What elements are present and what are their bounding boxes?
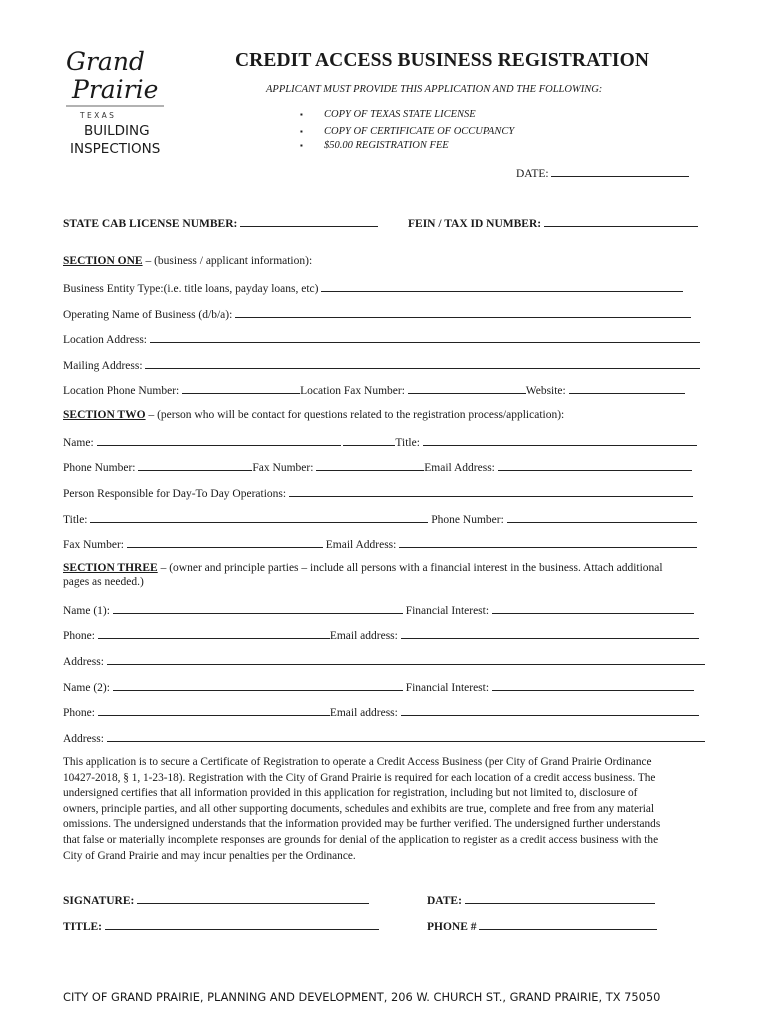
bullet-icon: ▪ xyxy=(300,141,303,150)
owner2-phone-label: Phone: xyxy=(63,707,95,719)
owner1-financial-label: Financial Interest: xyxy=(405,605,490,617)
grand-prairie-logo-graphic xyxy=(62,46,186,158)
contact-name-field-extra[interactable] xyxy=(343,435,395,446)
responsible-person-field[interactable] xyxy=(289,486,693,497)
signature-label: SIGNATURE: xyxy=(63,895,135,907)
contact-email-field[interactable] xyxy=(498,460,692,471)
owner2-address-label: Address: xyxy=(63,733,104,745)
signature-field[interactable] xyxy=(137,893,369,904)
owner2-email-field[interactable] xyxy=(401,705,699,716)
responsible-person-row xyxy=(63,486,693,498)
contact-name-row xyxy=(63,435,697,447)
signature-date-field[interactable] xyxy=(465,893,655,904)
owner1-phone-label: Phone: xyxy=(63,630,95,642)
contact-name-label: Name: xyxy=(63,437,94,449)
entity-type-field[interactable] xyxy=(321,281,683,292)
cab-license-label: STATE CAB LICENSE NUMBER xyxy=(63,218,234,230)
page-title: CREDIT ACCESS BUSINESS REGISTRATION xyxy=(235,50,650,71)
owner1-email-field[interactable] xyxy=(401,628,699,639)
owner2-email-label: Email address: xyxy=(329,707,398,719)
owner2-address-row xyxy=(63,731,705,743)
location-address-row xyxy=(63,332,700,344)
logo-line-grand: Grand xyxy=(66,47,145,76)
signature-phone-row xyxy=(427,919,657,931)
grand-prairie-logo xyxy=(62,46,186,158)
contact-email-label: Email Address: xyxy=(424,462,495,474)
logo-state: T E X A S xyxy=(80,111,114,120)
website-field[interactable] xyxy=(569,383,685,394)
owner1-address-field[interactable] xyxy=(107,654,705,665)
requirement-item xyxy=(300,126,514,137)
date-field[interactable] xyxy=(551,166,689,177)
contact-name-field[interactable] xyxy=(97,435,341,446)
section-one-desc: – (business / applicant information): xyxy=(142,255,313,267)
certification-line: that false or materially incomplete responses are grounds for denial of the application to register as a credit access business with the xyxy=(63,833,659,846)
owner1-financial-field[interactable] xyxy=(492,603,694,614)
requirement-item xyxy=(300,109,476,120)
mailing-address-field[interactable] xyxy=(145,358,700,369)
mailing-address-label: Mailing Address: xyxy=(63,360,143,372)
contact-fax-label: Fax Number: xyxy=(252,462,314,474)
responsible-title-row xyxy=(63,512,697,524)
responsible-person-label: Person Responsible for Day-To Day Operations: xyxy=(63,488,287,500)
certification-line: This application is to secure a Certificate of Registration to operate a Credit Access Business (per City of Grand Prairie Ordinance xyxy=(63,756,652,768)
fein-label: FEIN / TAX ID NUMBER xyxy=(408,218,538,230)
certification-line: undersigned certifies that all information provided in this application for registration, including but not limited to, disclosure of xyxy=(63,787,638,800)
owner2-phone-row xyxy=(63,705,699,717)
location-fax-field[interactable] xyxy=(408,383,526,394)
owner1-address-label: Address: xyxy=(63,656,104,668)
section-three-heading xyxy=(63,562,663,574)
owner1-email-label: Email address: xyxy=(329,630,398,642)
owner2-name-label: Name (2): xyxy=(63,682,110,694)
certification-paragraph xyxy=(63,755,713,864)
entity-type-row xyxy=(63,281,683,293)
location-phone-label: Location Phone Number: xyxy=(63,385,180,397)
location-address-field[interactable] xyxy=(150,332,700,343)
location-contact-row xyxy=(63,383,685,395)
requirement-text: COPY OF CERTIFICATE OF OCCUPANCY xyxy=(324,126,515,137)
responsible-title-field[interactable] xyxy=(90,512,428,523)
owner1-phone-row xyxy=(63,628,699,640)
operating-name-row xyxy=(63,307,691,319)
responsible-phone-label: Phone Number: xyxy=(431,514,504,526)
owner2-financial-field[interactable] xyxy=(492,680,694,691)
section-three-desc: – (owner and principle parties – include all persons with a financial interest in the business. Attach additional xyxy=(157,562,663,574)
website-label: Website: xyxy=(525,385,566,397)
fein-row: FEIN / TAX ID NUMBER: xyxy=(408,216,698,228)
owner2-name-row xyxy=(63,680,694,692)
certification-line: owners, principle parties, and all other supporting documents, schedules and exhibits are true, complete and free from any material xyxy=(63,802,655,815)
owner2-name-field[interactable] xyxy=(113,680,403,691)
owner2-financial-label: Financial Interest: xyxy=(405,682,490,694)
signature-row xyxy=(63,893,369,905)
bullet-icon: ▪ xyxy=(300,110,303,119)
footer-address: CITY OF GRAND PRAIRIE, PLANNING AND DEVELOPMENT, 206 W. CHURCH ST., GRAND PRAIRIE, TX 75050 xyxy=(63,990,661,1004)
owner1-phone-field[interactable] xyxy=(98,628,330,639)
owner1-name-label: Name (1): xyxy=(63,605,110,617)
mailing-address-row xyxy=(63,358,700,370)
signature-title-row xyxy=(63,919,379,931)
cab-license-field[interactable] xyxy=(240,216,378,227)
section-three-desc-cont: pages as needed.) xyxy=(63,576,144,588)
responsible-fax-row xyxy=(63,537,697,549)
location-phone-field[interactable] xyxy=(182,383,300,394)
location-fax-label: Location Fax Number: xyxy=(300,385,405,397)
requirement-item xyxy=(300,140,449,151)
fein-field[interactable] xyxy=(544,216,698,227)
requirement-text: $50.00 REGISTRATION FEE xyxy=(324,140,449,151)
contact-phone-row xyxy=(63,460,692,472)
contact-phone-field[interactable] xyxy=(138,460,252,471)
section-one-title: SECTION ONE xyxy=(63,255,143,267)
contact-title-field[interactable] xyxy=(423,435,697,446)
bullet-icon: ▪ xyxy=(300,127,303,136)
owner1-name-field[interactable] xyxy=(113,603,403,614)
cab-license-row: STATE CAB LICENSE NUMBER: xyxy=(63,216,378,228)
section-three-title: SECTION THREE xyxy=(63,562,158,574)
requirement-text: COPY OF TEXAS STATE LICENSE xyxy=(324,109,476,120)
certification-line: omissions. The undersigned understands that the information provided may be further verified. The undersigned further understands xyxy=(63,818,661,831)
owner1-name-row xyxy=(63,603,694,615)
responsible-fax-label: Fax Number: xyxy=(63,539,125,551)
signature-date-label: DATE: xyxy=(427,895,462,907)
entity-type-label: Business Entity Type:(i.e. title loans, payday loans, etc) xyxy=(63,283,319,295)
logo-dept-building: BUILDING xyxy=(84,123,150,139)
responsible-email-label: Email Address: xyxy=(325,539,397,551)
contact-fax-field[interactable] xyxy=(316,460,424,471)
section-two-desc: – (person who will be contact for questions related to the registration process/application): xyxy=(145,409,565,421)
date-row xyxy=(516,166,689,178)
signature-title-field[interactable] xyxy=(105,919,379,930)
signature-phone-field[interactable] xyxy=(479,919,657,930)
section-one-heading xyxy=(63,255,312,267)
owner2-phone-field[interactable] xyxy=(98,705,330,716)
contact-phone-label: Phone Number: xyxy=(63,462,136,474)
responsible-email-field[interactable] xyxy=(399,537,697,548)
signature-title-label: TITLE: xyxy=(63,921,102,933)
location-address-label: Location Address: xyxy=(63,334,147,346)
section-two-title: SECTION TWO xyxy=(63,409,146,421)
responsible-phone-field[interactable] xyxy=(507,512,697,523)
section-two-heading xyxy=(63,409,564,421)
responsible-fax-field[interactable] xyxy=(127,537,323,548)
logo-dept-inspections: INSPECTIONS xyxy=(70,141,161,157)
page-subtitle: APPLICANT MUST PROVIDE THIS APPLICATION AND THE FOLLOWING: xyxy=(266,84,603,95)
signature-phone-label: PHONE # xyxy=(427,921,477,933)
responsible-title-label: Title: xyxy=(63,514,88,526)
operating-name-label: Operating Name of Business (d/b/a): xyxy=(63,309,233,321)
certification-line: City of Grand Prairie and may incur penalties per the Ordinance. xyxy=(63,849,356,862)
signature-date-row xyxy=(427,893,655,905)
logo-line-prairie: Prairie xyxy=(72,75,159,104)
date-label: DATE: xyxy=(516,168,549,180)
contact-title-label: Title: xyxy=(395,437,420,449)
owner2-address-field[interactable] xyxy=(107,731,705,742)
operating-name-field[interactable] xyxy=(235,307,691,318)
owner1-address-row xyxy=(63,654,705,666)
certification-line: 10427-2018, § 1, 1-23-18). Registration with the City of Grand Prairie is required for each location of a credit access business. The xyxy=(63,771,656,784)
